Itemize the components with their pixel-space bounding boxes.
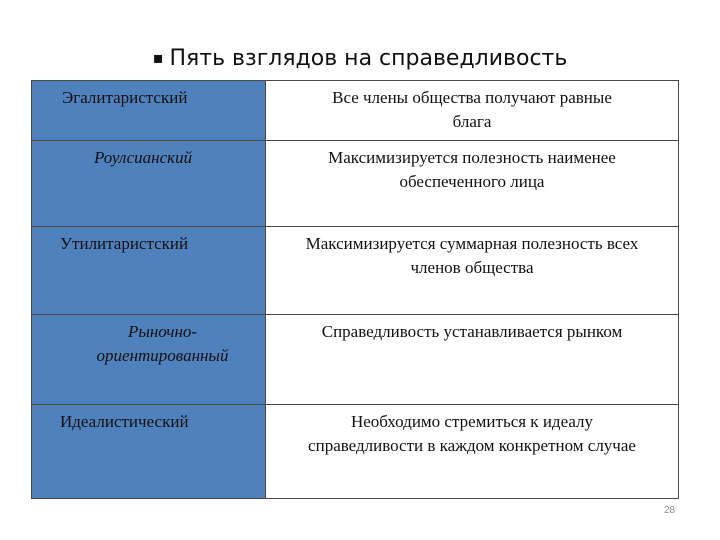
view-description-cell [266, 81, 679, 141]
view-description: Все члены общества получают равные блага [332, 88, 612, 131]
view-description-cell [266, 141, 679, 227]
view-description-cell [266, 315, 679, 405]
view-name-cell [32, 141, 266, 227]
view-description-cell [266, 227, 679, 315]
view-name: Роулсианский [94, 148, 193, 167]
view-description: Максимизируется полезность наименее обеспеченного лица [328, 148, 616, 191]
slide-title-text: Пять взглядов на справедливость [169, 46, 568, 71]
view-name-cell [32, 81, 266, 141]
view-name-cell [32, 227, 266, 315]
view-description: Максимизируется суммарная полезность всех членов общества [305, 234, 639, 277]
view-name: Эгалитаристский [62, 88, 188, 107]
view-description: Справедливость устанавливается рынком [321, 322, 623, 341]
table-row [32, 315, 679, 405]
table-row [32, 81, 679, 141]
view-name-cell [32, 315, 266, 405]
table-row [32, 227, 679, 315]
view-name: Рыночно-ориентированный [96, 322, 229, 365]
square-bullet-icon: ▪ [152, 48, 164, 67]
justice-views-table [31, 80, 679, 499]
slide-title [0, 46, 720, 71]
table-row [32, 405, 679, 499]
table-row [32, 141, 679, 227]
view-description: Необходимо стремиться к идеалу справедливости в каждом конкретном случае [308, 412, 636, 455]
page-number: 28 [664, 505, 676, 516]
view-name: Идеалистический [60, 412, 189, 431]
view-name: Утилитаристский [60, 234, 189, 253]
view-name-cell [32, 405, 266, 499]
view-description-cell [266, 405, 679, 499]
